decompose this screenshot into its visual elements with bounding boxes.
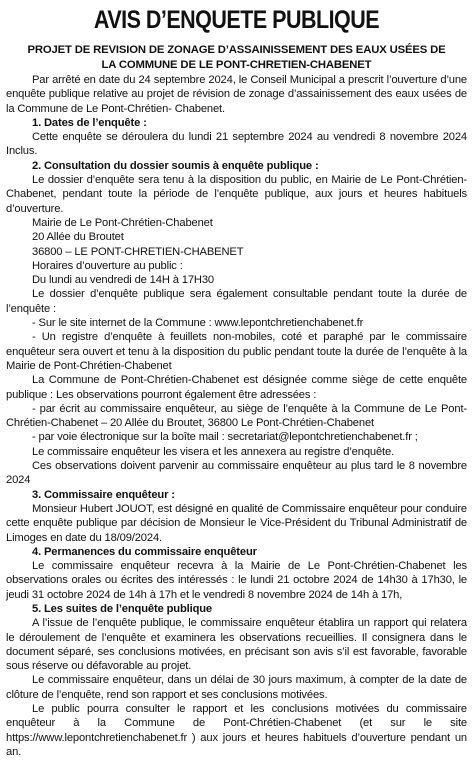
bullet-register: - Un registre d’enquête à feuillets non-mobiles, coté et paraphé par le commissaire enquêteur sera ouvert et tenu à la disposition du public pendant toute la durée de l’enquête à la Mairie de Pont-Chrétien-Chabenet [6,331,467,372]
address-line-3: 36800 – LE PONT-CHRETIEN-CHABENET [32,245,244,258]
bullet-written: - par écrit au commissaire enquêteur, au siège de l’enquête à la Commune de Le Pont-Chrétien-Chabenet – 20 Allée du Broutet, 36800 Le Pont-Chrétien-Chabenet [6,402,467,430]
section-5-heading: 5. Les suites de l’enquête publique [32,602,213,615]
section-2-paragraph-1: Le dossier d’enquête sera tenu à la disposition du public, en Mairie de Le Pont-Chrétien-Chabenet, pendant toute la période de l’enquête publique, aux jours et heures habituels d’ouverture. [6,174,467,215]
address-line-1: Mairie de Le Pont-Chrétien-Chabenet [32,216,213,229]
section-2-paragraph-3: La Commune de Pont-Chrétien-Chabenet est désignée comme siège de cette enquête publique : Les observations pourront également être adressées : [6,374,467,401]
notice-subtitle-line-2: LA COMMUNE DE LE PONT-CHRETIEN-CHABENET [101,58,372,71]
notice-title: AVIS D’ENQUETE PUBLIQUE [93,6,380,34]
section-4-text: Le commissaire enquêteur recevra à la Mairie de Le Pont-Chrétien-Chabenet les observations orales ou écrites des intéressés : le lundi 21 octobre 2024 de 14h30 à 17h30, le jeudi 31 octobre 2024 de 14h à 17h et le vendredi 8 novembre 2024 de 14h à 17h, [6,560,467,601]
hours-value: Du lundi au vendredi de 14H à 17H30 [32,274,214,287]
section-3-text: Monsieur Hubert JOUOT, est désigné en qualité de Commissaire enquêteur pour conduire cette enquête publique par décision de Monsieur le Vice-Président du Tribunal Administratif de Limoges en date du 18/09/2024. [6,502,467,544]
section-2-paragraph-5: Ces observations doivent parvenir au commissaire enquêteur au plus tard le 8 novembre 2024 [6,460,467,487]
section-5-paragraph-2: Le commissaire enquêteur, dans un délai de 30 jours maximum, à compter de la date de clôture de l’enquête, rend son rapport et ses conclusions motivées. [6,674,467,701]
section-3-heading: 3. Commissaire enquêteur : [32,488,175,501]
hours-label: Horaires d’ouverture au public : [32,259,183,272]
section-2-paragraph-4: Le commissaire enquêteur les visera et les annexera au registre d’enquête. [32,445,395,458]
section-1-heading: 1. Dates de l’enquête : [32,116,147,129]
section-4-heading: 4. Permanences du commissaire enquêteur [32,545,257,558]
address-line-2: 20 Allée du Broutet [32,231,124,244]
intro-paragraph: Par arrêté en date du 24 septembre 2024, le Conseil Municipal a prescrit l’ouverture d’une enquête publique relative au projet de révision de zonage d’assainissement des eaux usées de la Commune de Le Pont-Chrétien- Chabenet. [6,74,467,115]
notice-subtitle-line-1: PROJET DE REVISION DE ZONAGE D’ASSAINISSEMENT DES EAUX USÉES DE [27,44,446,56]
section-5-paragraph-3: Le public pourra consulter le rapport et les conclusions motivées du commissaire enquêteur à la Commune de Pont-Chrétien-Chabenet (et sur le site https://www.lepontchretienchabenet.fr ) aux jours et heures habituels d’ouverture pendant un an. [6,703,467,758]
section-2-heading: 2. Consultation du dossier soumis à enquête publique : [32,159,319,172]
section-5-paragraph-1: A l’issue de l’enquête publique, le commissaire enquêteur établira un rapport qui relatera le déroulement de l’enquête et examinera les observations recueillies. Il consignera dans le document séparé, ses conclusions motivées, en précisant son avis s’il est favorable, favorable sous réserve ou défavorable au projet. [6,617,467,673]
bullet-email: - par voie électronique sur la boîte mail : secretariat@lepontchretienchabenet.fr ; [32,431,418,444]
bullet-website: - Sur le site internet de la Commune : www.lepontchretienchabenet.fr [32,317,364,330]
section-2-paragraph-2: Le dossier d’enquête publique sera également consultable pendant toute la durée de l’enquête : [6,288,467,315]
section-1-text: Cette enquête se déroulera du lundi 21 septembre 2024 au vendredi 8 novembre 2024 Inclus. [6,131,467,158]
